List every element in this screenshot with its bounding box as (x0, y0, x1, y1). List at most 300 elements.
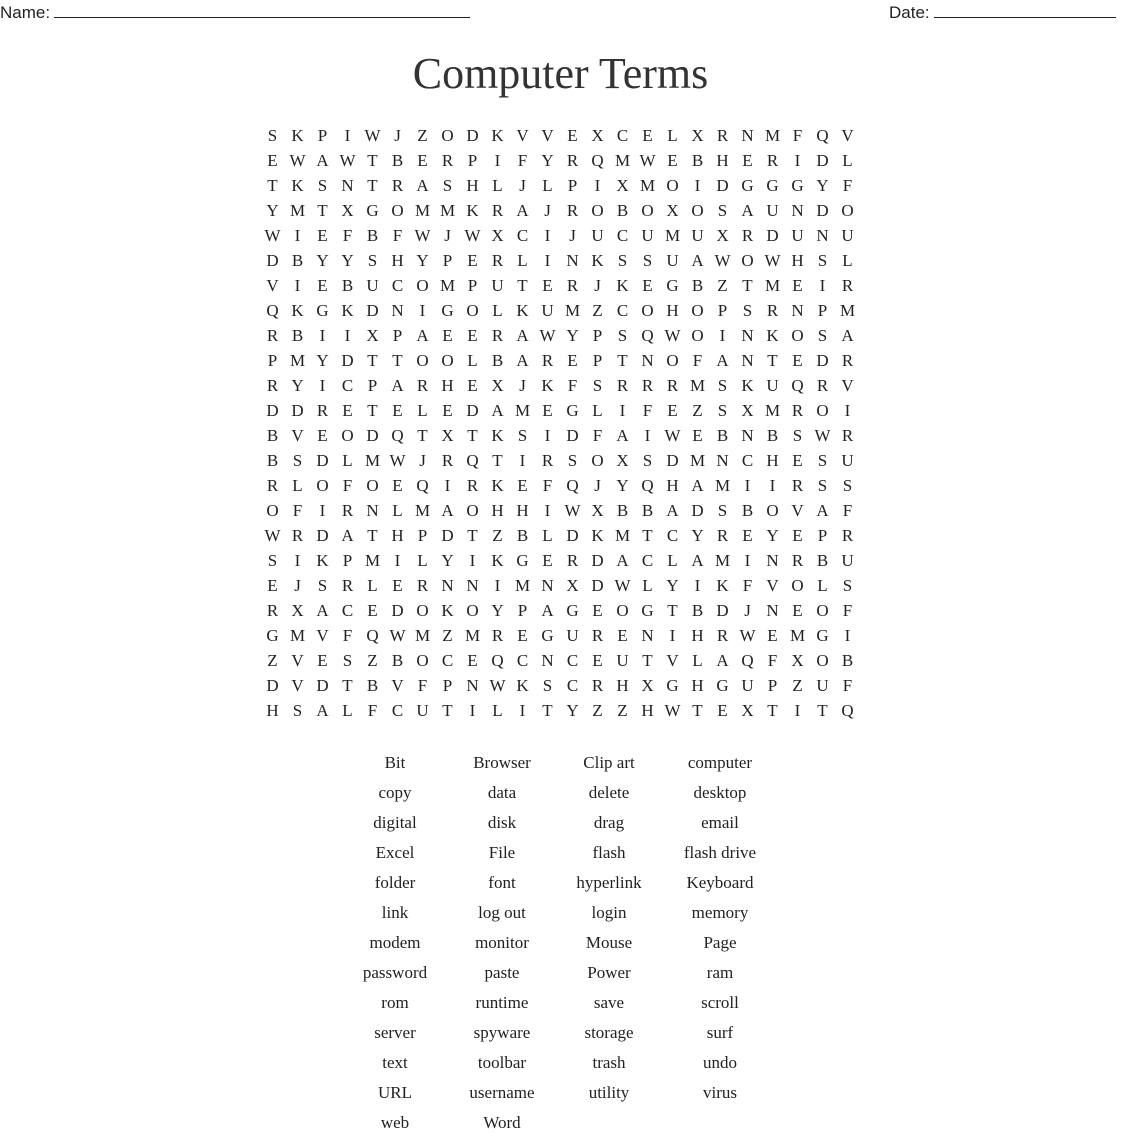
grid-letter: U (841, 551, 854, 570)
grid-letter: M (839, 301, 856, 320)
grid-letter: L (542, 176, 553, 195)
grid-letter: J (444, 226, 451, 245)
grid-letter: K (591, 251, 604, 270)
grid-letter: X (691, 126, 704, 145)
grid-letter: I (544, 426, 551, 445)
grid-letter: S (817, 451, 828, 470)
word-bank-item: desktop (693, 783, 747, 802)
grid-letter: C (441, 651, 454, 670)
grid-letter: I (819, 276, 826, 295)
grid-letter: C (666, 526, 679, 545)
grid-letter: T (742, 276, 753, 295)
grid-letter: K (716, 576, 729, 595)
grid-letter: O (316, 476, 329, 495)
grid-letter: E (617, 626, 628, 645)
grid-letter: X (641, 676, 654, 695)
grid-letter: Z (592, 701, 603, 720)
grid-letter: B (266, 451, 279, 470)
grid-letter: X (741, 701, 754, 720)
grid-letter: R (266, 601, 279, 620)
grid-letter: Q (566, 476, 579, 495)
grid-letter: M (689, 451, 706, 470)
grid-row (260, 423, 860, 448)
grid-letter: G (566, 601, 579, 620)
grid-letter: O (416, 601, 429, 620)
grid-letter: R (266, 376, 279, 395)
grid-letter: M (764, 276, 781, 295)
grid-letter: S (717, 376, 728, 395)
grid-letter: J (394, 126, 401, 145)
grid-letter: O (416, 276, 429, 295)
grid-letter: O (766, 501, 779, 520)
grid-letter: A (491, 401, 504, 420)
grid-letter: P (567, 176, 578, 195)
grid-letter: M (639, 176, 656, 195)
grid-letter: D (316, 451, 329, 470)
word-bank-item: copy (378, 783, 412, 802)
grid-letter: C (516, 651, 529, 670)
grid-letter: E (417, 151, 428, 170)
grid-letter: H (616, 676, 629, 695)
grid-letter: R (541, 451, 554, 470)
grid-letter: M (764, 401, 781, 420)
word-bank-item: Clip art (583, 753, 635, 772)
grid-letter: E (792, 351, 803, 370)
date-label: Date: (889, 3, 930, 22)
grid-letter: L (592, 401, 603, 420)
word-bank-item: virus (703, 1083, 737, 1102)
date-field[interactable] (889, 3, 1116, 23)
grid-letter: F (342, 476, 353, 495)
grid-letter: X (491, 376, 504, 395)
grid-letter: E (792, 601, 803, 620)
grid-letter: E (767, 626, 778, 645)
grid-letter: A (516, 326, 529, 345)
word-bank-item: username (469, 1083, 535, 1102)
grid-letter: R (416, 376, 429, 395)
grid-letter: A (416, 176, 429, 195)
grid-letter: Z (442, 626, 453, 645)
word-bank-item: login (591, 903, 627, 922)
word-bank-item: File (488, 843, 516, 862)
grid-letter: O (816, 651, 829, 670)
grid-letter: F (292, 501, 303, 520)
grid-letter: O (366, 476, 379, 495)
word-bank-item: font (488, 873, 516, 892)
grid-letter: U (766, 201, 779, 220)
word-bank-item: log out (478, 903, 526, 922)
word-bank-item: email (701, 813, 739, 832)
word-bank-item: monitor (475, 933, 529, 952)
grid-letter: E (442, 326, 453, 345)
grid-letter: F (842, 176, 853, 195)
grid-letter: O (841, 201, 854, 220)
grid-letter: D (766, 226, 779, 245)
grid-letter: D (591, 576, 604, 595)
grid-letter: K (491, 426, 504, 445)
grid-letter: I (744, 476, 751, 495)
grid-letter: B (641, 501, 654, 520)
grid-letter: P (317, 126, 328, 145)
grid-letter: G (816, 626, 829, 645)
grid-letter: S (267, 551, 278, 570)
grid-letter: C (391, 701, 404, 720)
grid-letter: D (716, 176, 729, 195)
grid-letter: W (289, 151, 306, 170)
grid-letter: L (842, 251, 853, 270)
grid-letter: M (414, 626, 431, 645)
grid-letter: I (694, 176, 701, 195)
grid-letter: H (466, 176, 479, 195)
grid-letter: L (492, 176, 503, 195)
grid-letter: X (591, 501, 604, 520)
grid-letter: D (316, 676, 329, 695)
grid-letter: K (491, 126, 504, 145)
grid-letter: Q (816, 126, 829, 145)
word-bank-item: Mouse (585, 933, 633, 952)
grid-letter: M (614, 151, 631, 170)
grid-letter: Y (416, 251, 429, 270)
grid-letter: M (689, 376, 706, 395)
grid-letter: D (566, 426, 579, 445)
grid-letter: O (741, 251, 754, 270)
grid-letter: E (467, 251, 478, 270)
grid-letter: K (741, 376, 754, 395)
name-blank-line[interactable] (54, 3, 470, 18)
grid-letter: J (294, 576, 301, 595)
grid-letter: V (391, 676, 404, 695)
grid-letter: E (317, 651, 328, 670)
grid-letter: D (266, 676, 279, 695)
grid-row (260, 448, 860, 473)
grid-row (260, 223, 860, 248)
grid-letter: K (766, 326, 779, 345)
grid-row (260, 148, 860, 173)
grid-letter: V (291, 651, 304, 670)
grid-letter: E (392, 401, 403, 420)
grid-letter: Z (617, 701, 628, 720)
grid-letter: H (691, 676, 704, 695)
grid-letter: Q (466, 451, 479, 470)
grid-letter: T (642, 526, 653, 545)
grid-letter: S (317, 576, 328, 595)
grid-letter: F (842, 501, 853, 520)
grid-letter: R (716, 626, 729, 645)
word-bank-item: ram (706, 963, 734, 982)
word-bank-item: rom (381, 993, 409, 1012)
grid-letter: R (391, 176, 404, 195)
grid-letter: H (491, 501, 504, 520)
word-bank-item: URL (378, 1083, 412, 1102)
grid-letter: E (692, 426, 703, 445)
grid-row (260, 548, 860, 573)
word-bank-item: password (362, 963, 428, 982)
grid-letter: I (419, 301, 426, 320)
grid-row (260, 473, 860, 498)
grid-letter: S (617, 251, 628, 270)
grid-letter: X (566, 576, 579, 595)
grid-letter: I (469, 551, 476, 570)
grid-letter: Q (366, 626, 379, 645)
grid-letter: I (544, 251, 551, 270)
grid-letter: J (419, 451, 426, 470)
grid-letter: R (841, 351, 854, 370)
word-bank-item: drag (593, 813, 625, 832)
grid-letter: E (792, 526, 803, 545)
grid-letter: M (789, 626, 806, 645)
grid-letter: Y (566, 326, 579, 345)
word-bank-item: text (382, 1053, 408, 1072)
grid-letter: K (516, 301, 529, 320)
grid-row (260, 523, 860, 548)
grid-letter: W (414, 226, 431, 245)
grid-letter: B (741, 501, 754, 520)
grid-letter: N (541, 651, 554, 670)
grid-letter: R (591, 626, 604, 645)
grid-letter: R (641, 376, 654, 395)
grid-letter: P (442, 676, 453, 695)
grid-letter: I (344, 126, 351, 145)
grid-letter: O (816, 401, 829, 420)
word-bank-item: delete (588, 783, 630, 802)
grid-letter: N (816, 226, 829, 245)
grid-letter: E (717, 701, 728, 720)
word-bank-item: hyperlink (576, 873, 642, 892)
grid-letter: R (491, 201, 504, 220)
grid-letter: E (567, 126, 578, 145)
grid-letter: R (791, 401, 804, 420)
grid-letter: W (714, 251, 731, 270)
grid-letter: X (616, 176, 629, 195)
grid-letter: S (842, 576, 853, 595)
word-bank-item: surf (706, 1023, 734, 1042)
grid-row (260, 373, 860, 398)
grid-letter: T (642, 651, 653, 670)
grid-letter: H (716, 151, 729, 170)
grid-letter: B (366, 676, 379, 695)
grid-letter: J (569, 226, 576, 245)
grid-letter: A (341, 526, 354, 545)
grid-letter: N (366, 501, 379, 520)
grid-letter: I (619, 401, 626, 420)
grid-letter: B (291, 251, 304, 270)
grid-letter: R (441, 151, 454, 170)
grid-letter: W (389, 626, 406, 645)
grid-letter: N (741, 326, 754, 345)
grid-letter: X (666, 201, 679, 220)
grid-letter: T (367, 151, 378, 170)
grid-letter: Y (266, 201, 279, 220)
grid-letter: M (714, 551, 731, 570)
grid-letter: H (641, 701, 654, 720)
grid-letter: R (841, 426, 854, 445)
grid-letter: W (614, 576, 631, 595)
grid-letter: U (741, 676, 754, 695)
grid-letter: C (616, 126, 629, 145)
grid-letter: W (664, 701, 681, 720)
grid-letter: B (691, 601, 704, 620)
grid-letter: I (794, 151, 801, 170)
grid-letter: N (741, 126, 754, 145)
grid-letter: C (741, 451, 754, 470)
grid-letter: A (441, 501, 454, 520)
word-bank-item: Keyboard (686, 873, 754, 892)
grid-letter: X (616, 451, 629, 470)
grid-letter: K (591, 526, 604, 545)
grid-letter: N (641, 351, 654, 370)
word-bank-item: server (374, 1023, 416, 1042)
grid-letter: Y (316, 351, 329, 370)
grid-letter: O (466, 601, 479, 620)
grid-letter: M (514, 401, 531, 420)
grid-letter: D (666, 451, 679, 470)
grid-letter: X (291, 601, 304, 620)
grid-letter: D (716, 601, 729, 620)
grid-letter: S (342, 651, 353, 670)
grid-letter: W (539, 326, 556, 345)
grid-letter: S (292, 451, 303, 470)
grid-letter: B (691, 151, 704, 170)
grid-letter: T (542, 701, 553, 720)
grid-letter: W (564, 501, 581, 520)
grid-letter: U (666, 251, 679, 270)
grid-letter: V (316, 626, 329, 645)
grid-letter: A (416, 326, 429, 345)
grid-letter: K (316, 551, 329, 570)
grid-letter: J (594, 276, 601, 295)
grid-letter: D (566, 526, 579, 545)
grid-row (260, 198, 860, 223)
grid-letter: R (741, 226, 754, 245)
grid-letter: C (616, 226, 629, 245)
grid-letter: I (319, 376, 326, 395)
word-bank-item: storage (584, 1023, 634, 1042)
grid-letter: R (266, 326, 279, 345)
grid-letter: R (266, 476, 279, 495)
grid-letter: I (494, 151, 501, 170)
grid-letter: T (817, 701, 828, 720)
grid-letter: R (341, 576, 354, 595)
grid-letter: A (391, 376, 404, 395)
grid-row (260, 273, 860, 298)
grid-letter: I (519, 701, 526, 720)
grid-letter: G (366, 201, 379, 220)
grid-letter: L (342, 701, 353, 720)
grid-letter: E (442, 401, 453, 420)
grid-letter: P (417, 526, 428, 545)
grid-letter: S (292, 701, 303, 720)
grid-letter: N (791, 201, 804, 220)
grid-letter: U (616, 651, 629, 670)
grid-letter: W (339, 151, 356, 170)
grid-letter: P (592, 351, 603, 370)
grid-row (260, 398, 860, 423)
grid-letter: P (717, 301, 728, 320)
grid-letter: A (516, 201, 529, 220)
grid-letter: P (392, 326, 403, 345)
grid-letter: G (541, 626, 554, 645)
grid-letter: R (791, 551, 804, 570)
grid-letter: T (392, 351, 403, 370)
grid-letter: F (342, 226, 353, 245)
grid-letter: M (564, 301, 581, 320)
grid-letter: Y (316, 251, 329, 270)
grid-letter: I (644, 426, 651, 445)
grid-letter: D (291, 401, 304, 420)
grid-letter: V (541, 126, 554, 145)
grid-letter: G (716, 676, 729, 695)
grid-letter: K (466, 201, 479, 220)
grid-letter: K (291, 126, 304, 145)
grid-letter: M (439, 201, 456, 220)
grid-letter: I (694, 576, 701, 595)
date-blank-line[interactable] (934, 3, 1116, 18)
grid-row (260, 648, 860, 673)
grid-letter: F (567, 376, 578, 395)
grid-letter: W (814, 426, 831, 445)
grid-row (260, 323, 860, 348)
grid-letter: O (341, 426, 354, 445)
grid-letter: S (617, 326, 628, 345)
grid-letter: C (641, 551, 654, 570)
grid-letter: L (667, 126, 678, 145)
name-field[interactable] (0, 3, 470, 23)
grid-letter: H (441, 376, 454, 395)
word-bank-item: digital (373, 813, 417, 832)
grid-letter: W (664, 326, 681, 345)
grid-letter: L (542, 526, 553, 545)
grid-letter: C (566, 651, 579, 670)
grid-letter: T (342, 676, 353, 695)
grid-letter: X (366, 326, 379, 345)
grid-letter: D (316, 526, 329, 545)
grid-letter: N (716, 451, 729, 470)
word-search-grid (260, 123, 860, 723)
grid-letter: B (716, 426, 729, 445)
grid-letter: O (391, 201, 404, 220)
grid-letter: G (666, 676, 679, 695)
grid-letter: X (591, 126, 604, 145)
grid-letter: R (666, 376, 679, 395)
grid-letter: T (467, 426, 478, 445)
word-bank-item: modem (369, 933, 421, 952)
grid-letter: W (489, 676, 506, 695)
grid-letter: O (591, 451, 604, 470)
grid-letter: E (542, 276, 553, 295)
grid-letter: T (367, 351, 378, 370)
grid-letter: E (317, 276, 328, 295)
grid-letter: J (519, 376, 526, 395)
grid-letter: O (616, 601, 629, 620)
grid-letter: P (267, 351, 278, 370)
grid-letter: T (692, 701, 703, 720)
grid-letter: A (691, 251, 704, 270)
grid-letter: N (566, 251, 579, 270)
grid-letter: B (391, 651, 404, 670)
grid-letter: O (691, 201, 704, 220)
grid-letter: F (842, 676, 853, 695)
grid-letter: A (516, 351, 529, 370)
grid-letter: P (467, 151, 478, 170)
grid-letter: E (642, 276, 653, 295)
grid-letter: H (791, 251, 804, 270)
grid-letter: M (439, 276, 456, 295)
grid-letter: B (366, 226, 379, 245)
grid-letter: P (817, 301, 828, 320)
grid-letter: D (816, 201, 829, 220)
word-bank-item: disk (487, 813, 517, 832)
grid-letter: P (767, 676, 778, 695)
